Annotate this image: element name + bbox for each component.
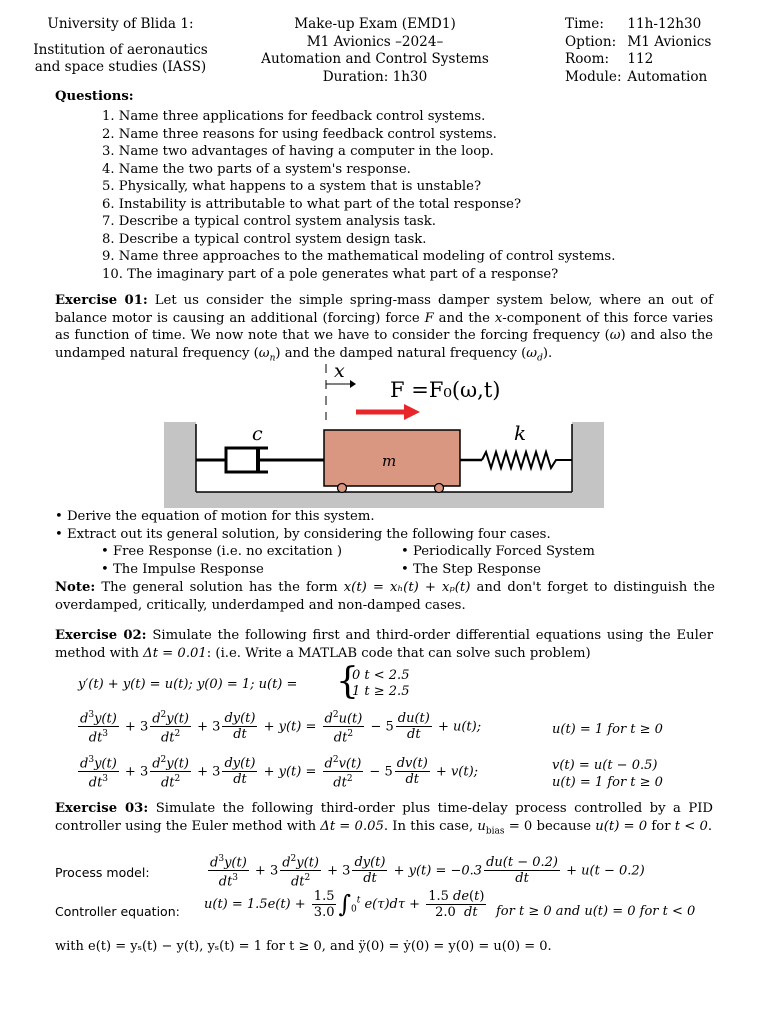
equation-1: y′(t) + y(t) = u(t); y(0) = 1; u(t) =	[78, 677, 298, 692]
module-row: Module: Automation	[565, 68, 708, 85]
exercise-3-title: Exercise 03:	[55, 801, 149, 816]
damper-icon	[196, 448, 324, 472]
exercise-1-title: Exercise 01:	[55, 293, 148, 308]
equation-2-condition: u(t) = 1 for t ≥ 0	[552, 722, 663, 737]
mass-label: m	[382, 452, 397, 470]
institution-line-1: Institution of aeronautics	[33, 41, 208, 58]
spring-label: k	[514, 421, 527, 445]
question-item: 9. Name three approaches to the mathematical modeling of control systems.	[102, 249, 616, 264]
time-row: Time: 11h-12h30	[565, 16, 702, 32]
exercise-1-note: Note: The general solution has the form x(t) = xₕ(t) + xₚ(t) and don't forget to distinguish the overdamped, critically, underdamped and non-damped cases.	[55, 580, 715, 613]
question-item: 8. Describe a typical control system design task.	[102, 231, 427, 247]
task-bullet: • Derive the equation of motion for this system.	[55, 509, 375, 524]
header-logistics	[565, 16, 765, 86]
spring-mass-damper-figure	[164, 362, 604, 508]
damper-label: c	[252, 423, 263, 445]
process-model-equation: $\frac{d^3y(t)}{dt^3}$ + 3 $\frac{d^2y(t)}{dt^2}$ + 3 $\frac{dy(t)}{dt}$ + y(t) = −0.3 $\frac{du(t - 0.2)}{dt}$ + u(t − 0.2)	[210, 854, 645, 890]
controller-equation: u(t) = 1.5e(t) + $\frac{1.5}{3.0}$ $\int_0^t$ e(τ)dτ + $\frac{1.5 de(t)}{2.0 dt}$	[204, 889, 485, 920]
exam-title: Make-up Exam (EMD1)	[294, 16, 456, 32]
exercise-2-title: Exercise 02:	[55, 628, 147, 643]
wheel-icon	[435, 484, 444, 493]
questions-title: Questions:	[55, 89, 134, 104]
question-item: 1. Name three applications for feedback control systems.	[102, 109, 486, 124]
initial-conditions: with e(t) = yₛ(t) − y(t), yₛ(t) = 1 for t ≥ 0, and ÿ(0) = ẏ(0) = y(0) = u(0) = 0.	[55, 939, 552, 954]
floor	[164, 492, 604, 508]
controller-condition: for t ≥ 0 and u(t) = 0 for t < 0	[496, 904, 696, 919]
question-item: 10. The imaginary part of a pole generates what part of a response?	[102, 266, 559, 282]
question-item: 6. Instability is attributable to what part of the total response?	[102, 196, 522, 212]
university-name: University of Blida 1:	[47, 16, 194, 32]
displacement-label: x	[334, 362, 345, 382]
case-item: • The Impulse Response	[101, 561, 264, 577]
spring-icon	[460, 452, 572, 468]
case-item: • Free Response (i.e. no excitation )	[101, 544, 343, 559]
exercise-1-statement: Exercise 01: Let us consider the simple spring-mass damper system below, where an out of balance motor is causing an additional (forcing) force F and the x-component of this force varies as function of time. We now note that we have to consider the forcing frequency (ω) and also the undamped natural frequency $(\omega_n)$ and the damped natural frequency $(\omega_d)$.	[55, 293, 713, 364]
questions-list	[102, 108, 615, 283]
task-bullet: • Extract out its general solution, by considering the following four cases.	[55, 526, 551, 542]
piecewise-input: 0 t < 2.5 1 t ≥ 2.5	[352, 668, 410, 699]
question-item: 7. Describe a typical control system analysis task.	[102, 214, 436, 229]
course-name: Automation and Control Systems	[261, 51, 489, 67]
equation-3-conditions: v(t) = u(t − 0.5) u(t) = 1 for t ≥ 0	[552, 758, 663, 790]
institution-line-2: and space studies (IASS)	[34, 59, 207, 75]
exercise-1-tasks	[55, 508, 715, 614]
case-item: • The Step Response	[401, 561, 541, 577]
program-name: M1 Avionics –2024–	[306, 33, 444, 50]
case-item: • Periodically Forced System	[401, 544, 595, 559]
exercise-3-statement: Exercise 03: Simulate the following third-order plus time-delay process controlled by a PID controller using the Euler method with Δt = 0.05. In this case, $u_{bias} = 0$ because u(t) = 0 for t < 0.	[55, 801, 713, 837]
header-exam-info	[255, 16, 495, 86]
room-row: Room: 112	[565, 51, 654, 67]
question-item: 3. Name two advantages of having a computer in the loop.	[102, 144, 494, 159]
wheel-icon	[338, 484, 347, 493]
exam-duration: Duration: 1h30	[322, 68, 428, 85]
exercise-2-statement: Exercise 02: Simulate the following first and third-order differential equations using the Euler method with Δt = 0.01: (i.e. Write a MATLAB code that can solve such problem)	[55, 628, 713, 661]
force-label: F =F₀(ω,t)	[390, 378, 501, 402]
question-item: 4. Name the two parts of a system's response.	[102, 161, 411, 177]
process-model-label: Process model:	[55, 865, 150, 880]
header-institution	[18, 16, 223, 77]
question-item: 5. Physically, what happens to a system that is unstable?	[102, 179, 482, 194]
brace-icon: {	[336, 661, 359, 702]
controller-equation-label: Controller equation:	[55, 904, 180, 919]
option-row: Option: M1 Avionics	[565, 33, 712, 50]
question-item: 2. Name three reasons for using feedback control systems.	[102, 126, 497, 142]
equation-3: $\frac{d^3y(t)}{dt^3}$ + 3 $\frac{d^2y(t)}{dt^2}$ + 3 $\frac{dy(t)}{dt}$ + y(t) = $\frac{d^2v(t)}{dt^2}$ − 5 $\frac{dv(t)}{dt}$ + v(t);	[80, 755, 479, 791]
equation-2: $\frac{d^3y(t)}{dt^3}$ + 3 $\frac{d^2y(t)}{dt^2}$ + 3 $\frac{dy(t)}{dt}$ + y(t) = $\frac{d^2u(t)}{dt^2}$ − 5 $\frac{du(t)}{dt}$ + u(t);	[80, 710, 482, 746]
